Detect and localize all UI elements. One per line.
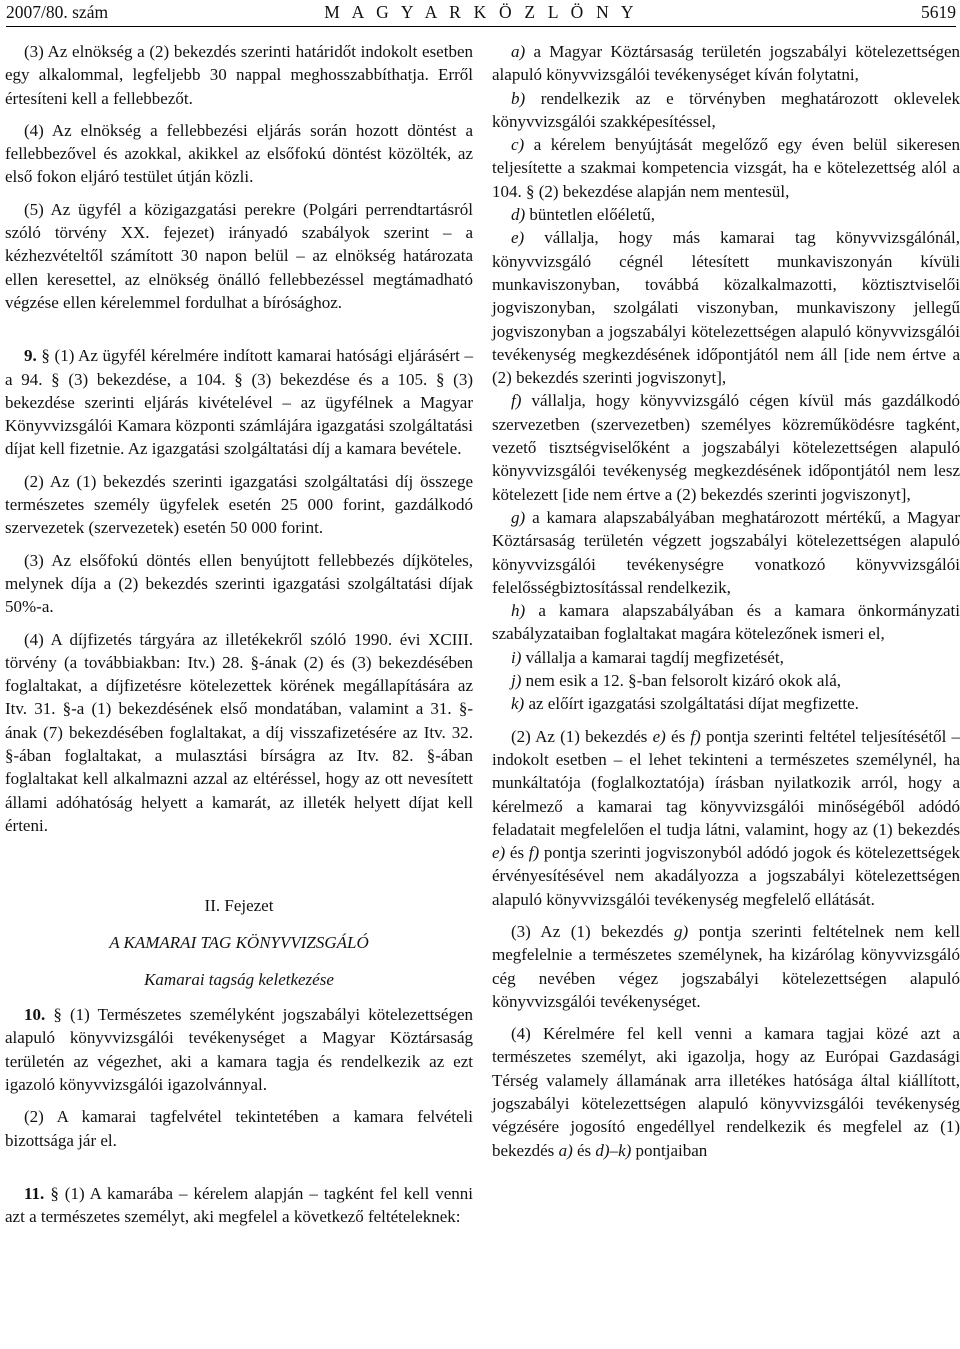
item-text: vállalja a kamarai tagdíj megfizetését, <box>521 647 784 667</box>
item-label: b) <box>511 88 526 108</box>
item-text: a kérelem benyújtását megelőző egy éven belül sikeresen teljesítette a szakmai kompetencia vizsgát, ha e kötelezettség alól a 104. § (2) bekezdése alapján nem mentesül, <box>492 135 960 201</box>
chapter-title: A KAMARAI TAG KÖNYVVIZSGÁLÓ <box>109 932 369 952</box>
list-item-d <box>492 203 960 226</box>
item-text: vállalja, hogy könyvvizsgáló cégen kívül más gazdálkodó szervezetben (szervezetben) személyes közreműködésre tagként, vezető tisztségviselőként a jogszabályi kötelezettségen alapuló könyvvizsgálói tevékenység megkezdésének időpontjától nem lesz kötelezett [ide nem értve a (2) bekezdés szerinti jogviszonyt], <box>492 391 960 504</box>
item-text: büntetlen előéletű, <box>525 205 655 225</box>
list-item-b <box>492 87 960 134</box>
section-number: 9. <box>24 346 37 366</box>
text-run: pontja szerinti feltételnek nem kell megfelelnie a természetes személynek, ha kizárólag könyvvizsgáló cég nevében végez jogszabályi kötelezettségen alapuló könyvvizsgálói tevékenységet. <box>492 921 960 1011</box>
paragraph: (4) Az elnökség a fellebbezési eljárás során hozott döntést a fellebbezővel és azokkal, akikkel az elsőfokú döntést közölték, az első fokon eljáró testület útján közli. <box>5 120 473 187</box>
paragraph <box>492 725 960 911</box>
list-item-c <box>492 133 960 203</box>
text-run: és <box>505 843 529 863</box>
list-item-h <box>492 599 960 646</box>
item-text: a Magyar Köztársaság területén jogszabályi kötelezettségen alapuló könyvvizsgálói tevékenységet kíván folytatni, <box>492 42 960 85</box>
text-run: és <box>572 1140 596 1160</box>
item-text: a kamara alapszabályában meghatározott mértékű, a Magyar Köztársaság területén végzett jogszabályi kötelezettségen alapuló könyvvizsgálói tevékenységre vonatkozó könyvvizsgálói felelősségbiztosítással rendelkezik, <box>492 507 960 597</box>
section-10 <box>5 1003 473 1096</box>
point-ref: g) <box>674 921 689 941</box>
list-item-j <box>492 669 960 692</box>
text-run: pontja szerinti jogviszonyból adódó jogok és kötelezettségek érvényesítésével nem akadályozza a jogszabályi kötelezettségen alapuló könyvvizsgálói tevékenység megfelelő ellátását. <box>492 843 960 909</box>
section-11 <box>5 1182 473 1229</box>
item-text: vállalja, hogy más kamarai tag könyvvizsgálónál, könyvvizsgáló cégnél létesített munkaviszonyán kívüli munkaviszonyban, továbbá közalkalmazotti, köztisztviselői jogviszonyban, szolgálati viszonyban, munkaviszony jellegű jogviszonyban a jogszabályi kötelezettségen alapuló könyvvizsgálói tevékenység megkezdésének időpontjától nem áll [ide nem értve a (2) bekezdés szerinti jogviszonyt], <box>492 228 960 388</box>
paragraph <box>492 1022 960 1162</box>
point-ref: a) <box>558 1140 573 1160</box>
point-ref: f) <box>528 843 540 863</box>
item-label: g) <box>511 507 526 527</box>
point-ref: f) <box>690 726 701 746</box>
paragraph: (2) A kamarai tagfelvétel tekintetében a kamara felvételi bizottsága jár el. <box>5 1107 473 1150</box>
point-ref: e) <box>492 843 506 863</box>
item-label: i) <box>511 647 522 667</box>
text-run: (3) Az (1) bekezdés <box>511 921 675 941</box>
chapter-heading: II. Fejezet <box>204 896 274 916</box>
text-run: pontja szerinti feltétel teljesítésétől – indokolt esetben – el lehet tekinteni a természetes személynél, ha munkáltatója (foglalkoztatója) írásban nyilatkozik arról, hogy a kérelmező a kamarai tag könyvvizsgálói minőségéből adódó feladatait megfelelően el tudja látni, valamint, hogy az (1) bekezdés <box>492 726 960 839</box>
text-run: és <box>665 726 691 746</box>
section-gap <box>5 323 473 344</box>
section-number: 11. <box>24 1183 45 1203</box>
issue-number: 2007/80. szám <box>6 2 109 22</box>
publication-title: M A G Y A R K Ö Z L Ö N Y <box>324 2 638 22</box>
item-label: c) <box>511 135 525 155</box>
paragraph <box>492 920 960 1013</box>
left-column <box>5 40 473 1237</box>
section-text: § (1) Természetes személyként jogszabályi kötelezettségen alapuló könyvvizsgálói tevékenységet a Magyar Köztársaság területén az végezhet, aki a kamara tagja és rendelkezik az ezt igazoló könyvvizsgálói igazolvánnyal. <box>5 1005 474 1094</box>
page-header <box>6 0 956 27</box>
section-text: § (1) A kamarába – kérelem alapján – tagként fel kell venni azt a természetes személyt, aki megfelel a következő feltételeknek: <box>5 1183 474 1227</box>
item-text: rendelkezik az e törvényben meghatározott oklevelek könyvvizsgálói szakképesítéssel, <box>492 88 960 131</box>
section-number: 10. <box>24 1005 46 1025</box>
item-label: k) <box>511 694 525 714</box>
chapter-gap <box>5 846 473 894</box>
section-9 <box>5 344 473 460</box>
item-label: e) <box>511 228 525 248</box>
paragraph: (5) Az ügyfél a közigazgatási perekre (Polgári perrendtartásról szóló törvény XX. fejezet) irányadó szabályok szerint – a kézhezvételtől számított 30 napon belül – az elnökség határozata ellen keresettel, az elnökség önálló fellebbezéssel megtámadható végzése ellen kérelemmel fordulhat a bírósághoz. <box>5 199 473 312</box>
list-item-e <box>492 226 960 389</box>
list-item-i <box>492 646 960 669</box>
list-item-g <box>492 506 960 599</box>
list-item-a <box>492 40 960 87</box>
item-text: a kamara alapszabályában és a kamara önkormányzati szabályzataiban foglaltakat magára kötelezőnek ismeri el, <box>492 601 960 644</box>
item-text: az előírt igazgatási szolgáltatási díjat megfizette. <box>524 694 859 714</box>
text-run: pontjaiban <box>631 1140 708 1160</box>
section-text: § (1) Az ügyfél kérelmére indított kamarai hatósági eljárásért – a 94. § (3) bekezdése, a 104. § (3) bekezdése és a 105. § (3) bekezdése szerinti eljárás kivételével – az ügyfélnek a Magyar Könyvvizsgálói Kamara központi számlájára igazgatási szolgáltatási díjat kell fizetnie. Az igazgatási szolgáltatási díj a kamara bevétele. <box>5 346 474 459</box>
paragraph: (4) A díjfizetés tárgyára az illetékekről szóló 1990. évi XCIII. törvény (a továbbiakban: Itv.) 28. §-ának (2) és (3) bekezdésében foglaltakat, a díjfizetésre kötelezettek körének megállapítására az Itv. 31. §-a (1) bekezdésének első mondatában, valamint a 31. §-ának (7) bekezdésében foglaltakat, a díj visszafizetésére az Itv. 32. §-ában foglaltakat, a mulasztási bírságra az Itv. 82. §-ában foglaltakat kell alkalmazni azzal az eltéréssel, hogy az ott nevesített állami adóhatóság helyett a kamarát, az illeték helyett díjat kell érteni. <box>5 629 473 835</box>
point-ref: e) <box>652 726 666 746</box>
item-text: nem esik a 12. §-ban felsorolt kizáró okok alá, <box>521 671 841 691</box>
subsection-title: Kamarai tagság keletkezése <box>144 969 334 989</box>
item-label: d) <box>511 205 526 225</box>
point-ref: d)–k) <box>595 1140 632 1160</box>
section-gap <box>5 1161 473 1182</box>
right-column <box>492 40 960 1171</box>
item-label: h) <box>511 601 526 621</box>
item-label: a) <box>511 42 526 61</box>
paragraph: (2) Az (1) bekezdés szerinti igazgatási szolgáltatási díj összege természetes személy ügyfelek esetén 25 000 forint, gazdálkodó szervezetek (szervezetek) esetén 50 000 forint. <box>5 471 473 538</box>
text-run: (2) Az (1) bekezdés <box>511 726 653 746</box>
page-number: 5619 <box>921 2 956 22</box>
item-label: j) <box>511 671 522 691</box>
list-item-k <box>492 692 960 715</box>
paragraph: (3) Az elsőfokú döntés ellen benyújtott fellebbezés díjköteles, melynek díja a (2) bekezdés szerinti igazgatási szolgáltatási díjak 50%-a. <box>5 550 473 617</box>
list-item-f <box>492 389 960 505</box>
text-run: (4) Kérelmére fel kell venni a kamara tagjai közé azt a természetes személyt, aki igazolja, hogy az Európai Gazdasági Térség valamely államának arra illetékes hatósága által kiállított, jogszabályi kötelezettségen alapuló könyvvizsgálói tevékenység végzésére jogosító engedéllyel rendelkezik és megfelel az (1) bekezdés <box>492 1024 960 1160</box>
paragraph: (3) Az elnökség a (2) bekezdés szerinti határidőt indokolt esetben egy alkalommal, legfeljebb 30 nappal meghosszabbíthatja. Erről értesíteni kell a fellebbezőt. <box>5 42 473 108</box>
item-label: f) <box>511 391 522 411</box>
